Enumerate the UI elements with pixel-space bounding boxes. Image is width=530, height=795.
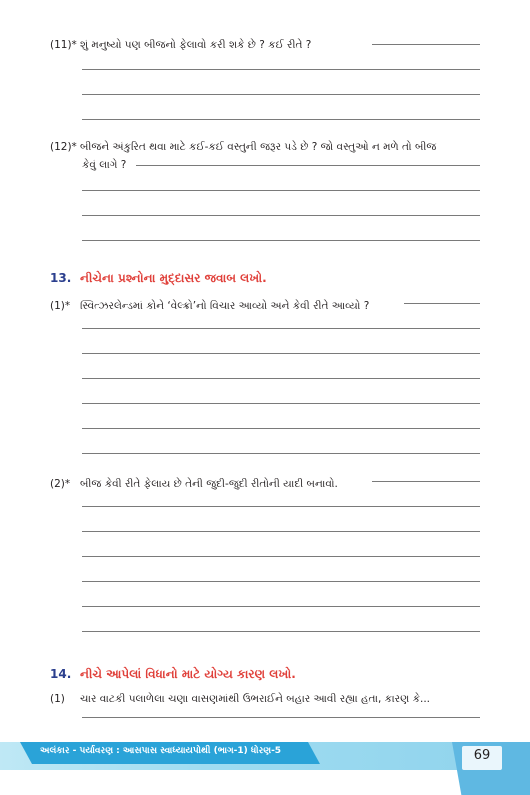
section-14-heading bbox=[50, 667, 296, 682]
section-number: 13. bbox=[50, 271, 72, 285]
answer-line[interactable] bbox=[82, 190, 480, 191]
question-12-continued bbox=[82, 156, 126, 174]
answer-line[interactable] bbox=[136, 165, 480, 166]
answer-line[interactable] bbox=[82, 353, 480, 354]
answer-line[interactable] bbox=[82, 69, 480, 70]
answer-line[interactable] bbox=[82, 631, 480, 632]
answer-line[interactable] bbox=[82, 453, 480, 454]
answer-line[interactable] bbox=[82, 240, 480, 241]
question-13-1 bbox=[50, 297, 369, 315]
answer-line[interactable] bbox=[82, 328, 480, 329]
question-number: (1)* bbox=[50, 300, 71, 312]
question-14-1 bbox=[50, 690, 430, 708]
question-text: બીજને અંકુરિત થવા માટે કઈ-કઈ વસ્તુની જરૂર પડે છે ? જો વસ્તુઓ ન મળે તો બીજ bbox=[80, 141, 437, 153]
answer-line[interactable] bbox=[82, 606, 480, 607]
answer-line[interactable] bbox=[372, 44, 480, 45]
footer-book-title: અલંકાર - પર્યાવરણ : આસપાસ સ્વાધ્યાયપોથી (ભાગ-1) ધોરણ-5 bbox=[40, 746, 282, 756]
answer-line[interactable] bbox=[404, 303, 480, 304]
question-text: સ્વિત્ઝરલેન્ડમાં કોને ‘વેલ્ક્રો’નો વિચાર આવ્યો અને કેવી રીતે આવ્યો ? bbox=[80, 300, 370, 312]
answer-line[interactable] bbox=[82, 403, 480, 404]
question-number: (1) bbox=[50, 693, 65, 705]
answer-line[interactable] bbox=[82, 428, 480, 429]
answer-line[interactable] bbox=[82, 531, 480, 532]
answer-line[interactable] bbox=[82, 378, 480, 379]
answer-line[interactable] bbox=[82, 119, 480, 120]
question-text: શું મનુષ્યો પણ બીજનો ફેલાવો કરી શકે છે ? કઈ રીતે ? bbox=[80, 39, 312, 51]
section-title: નીચેના પ્રશ્નોના મુદ્દાસર જવાબ લખો. bbox=[80, 271, 267, 285]
answer-line[interactable] bbox=[82, 581, 480, 582]
section-title: નીચે આપેલાં વિધાનો માટે યોગ્ય કારણ લખો. bbox=[80, 667, 296, 681]
question-number: (2)* bbox=[50, 478, 71, 490]
question-12 bbox=[50, 138, 436, 156]
page-number: 69 bbox=[473, 748, 491, 763]
question-text: કેવું લાગે ? bbox=[82, 159, 127, 171]
answer-line[interactable] bbox=[82, 506, 480, 507]
question-11 bbox=[50, 36, 311, 54]
question-number: (12)* bbox=[50, 141, 77, 153]
answer-line[interactable] bbox=[82, 215, 480, 216]
answer-line[interactable] bbox=[82, 94, 480, 95]
answer-line[interactable] bbox=[82, 556, 480, 557]
question-13-2 bbox=[50, 475, 338, 493]
section-13-heading bbox=[50, 271, 267, 286]
question-number: (11)* bbox=[50, 39, 77, 51]
answer-line[interactable] bbox=[82, 717, 480, 718]
section-number: 14. bbox=[50, 667, 72, 681]
answer-line[interactable] bbox=[372, 481, 480, 482]
question-text: ચાર વાટકી પલાળેલા ચણા વાસણમાંથી ઉભરાઈને બહાર આવી રહ્યા હતા, કારણ કે... bbox=[80, 693, 431, 705]
question-text: બીજ કેવી રીતે ફેલાય છે તેની જુદી-જુદી રીતોની યાદી બનાવો. bbox=[80, 478, 338, 490]
